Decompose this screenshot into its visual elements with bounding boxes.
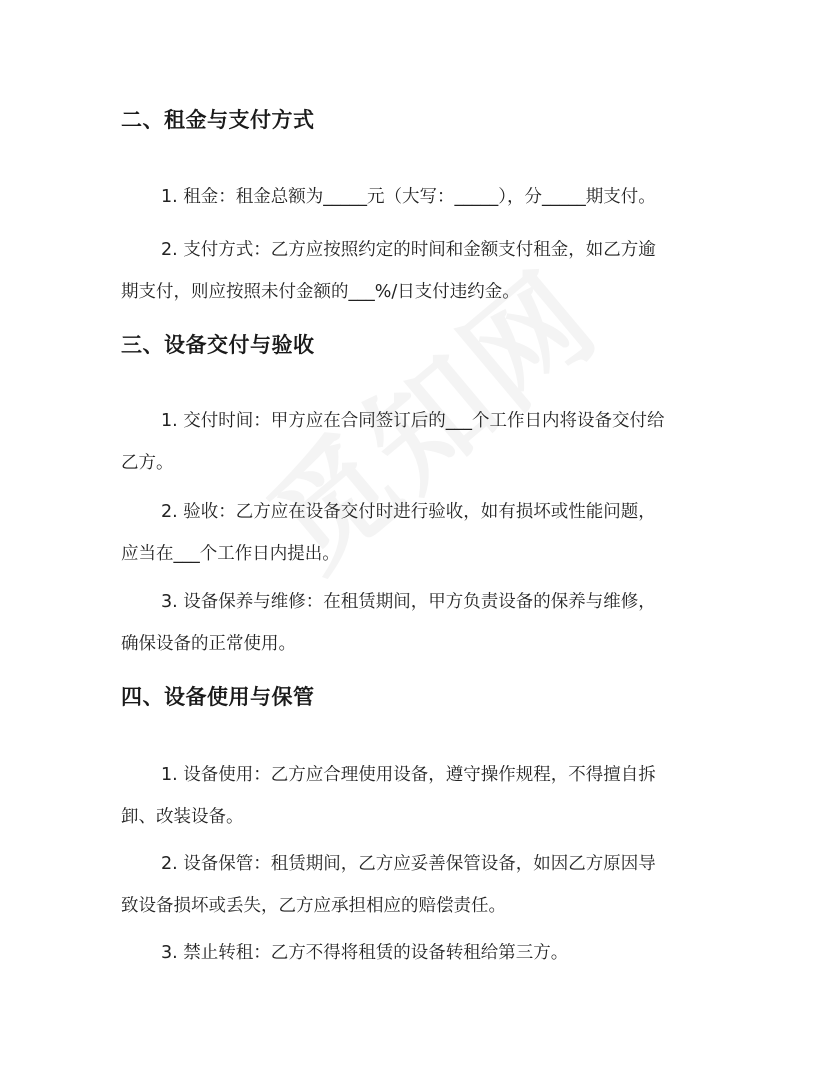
clause-acceptance	[121, 491, 721, 575]
clause-no-sublease	[121, 932, 721, 974]
clause-line-continued: 期支付，则应按照未付金额的___%/日支付违约金。	[121, 282, 520, 302]
clause-delivery-time	[121, 400, 721, 484]
section-heading-rent-payment: 二、租金与支付方式	[121, 108, 315, 132]
clause-line-continued: 致设备损坏或丢失，乙方应承担相应的赔偿责任。	[121, 896, 506, 916]
clause-maintenance	[121, 581, 721, 665]
clause-line-continued: 确保设备的正常使用。	[121, 634, 296, 654]
clause-line: 1. 租金：租金总额为_____元（大写：_____），分_____期支付。	[161, 187, 656, 207]
clause-line: 2. 验收：乙方应在设备交付时进行验收，如有损坏或性能问题，	[161, 502, 656, 522]
clause-line: 2. 设备保管：租赁期间，乙方应妥善保管设备，如因乙方原因导	[161, 854, 656, 874]
clause-line: 3. 禁止转租：乙方不得将租赁的设备转租给第三方。	[161, 943, 569, 963]
clause-line: 3. 设备保养与维修：在租赁期间，甲方负责设备的保养与维修，	[161, 592, 656, 612]
clause-payment-method	[121, 229, 721, 313]
clause-line: 1. 设备使用：乙方应合理使用设备，遵守操作规程，不得擅自拆	[161, 765, 656, 785]
clause-rent	[121, 176, 721, 218]
clause-equipment-custody	[121, 843, 721, 927]
clause-line-continued: 乙方。	[121, 453, 174, 473]
clause-equipment-use	[121, 754, 721, 838]
section-heading-use-custody: 四、设备使用与保管	[121, 685, 315, 709]
section-heading-delivery-acceptance: 三、设备交付与验收	[121, 333, 315, 357]
clause-line: 1. 交付时间：甲方应在合同签订后的___个工作日内将设备交付给	[161, 411, 665, 431]
clause-line-continued: 卸、改装设备。	[121, 807, 244, 827]
clause-line-continued: 应当在___个工作日内提出。	[121, 544, 340, 564]
clause-line: 2. 支付方式：乙方应按照约定的时间和金额支付租金，如乙方逾	[161, 240, 656, 260]
